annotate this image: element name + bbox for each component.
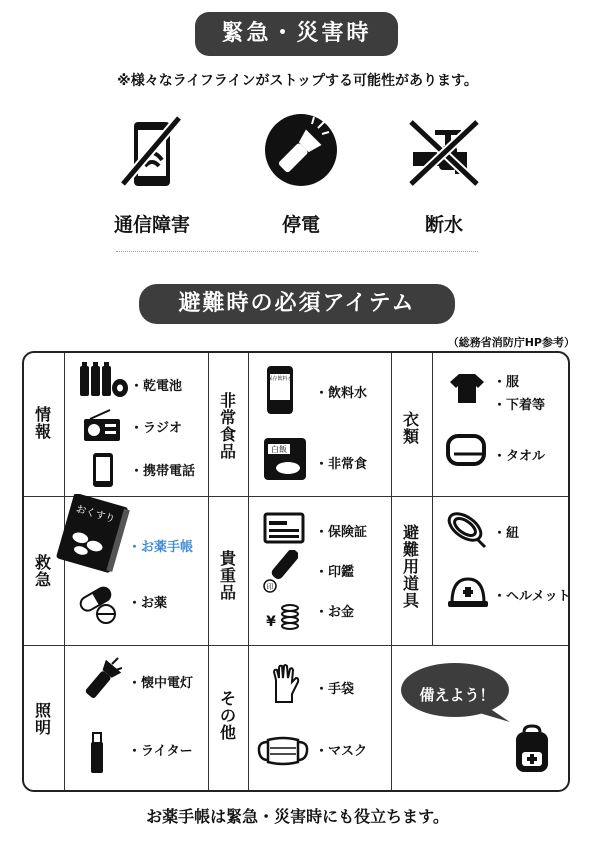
coins-money-icon: [264, 602, 300, 632]
item-gloves: ・手袋: [315, 682, 355, 697]
category-other: その他: [219, 689, 236, 742]
bubble-text: 備えよう！: [419, 686, 495, 704]
item-lighter: ・ライター: [128, 744, 193, 759]
rope-icon: [443, 507, 487, 549]
svg-text:白飯: 白飯: [271, 445, 287, 454]
item-towel: ・タオル: [493, 449, 546, 464]
category-firstaid: 救急: [34, 553, 51, 589]
item-phone: ・携帯電話: [130, 464, 196, 479]
item-medicine: ・お薬: [128, 596, 168, 611]
hazard-power-outage: [241, 108, 361, 237]
face-mask-icon: [256, 734, 310, 768]
category-clothes: 衣類: [402, 410, 419, 446]
tshirt-icon: [449, 372, 485, 404]
battery-icon: [78, 360, 130, 402]
radio-icon: [82, 409, 122, 443]
item-rope: ・紐: [493, 526, 520, 541]
item-emergency-food: ・非常食: [315, 457, 368, 472]
category-food: 非常食品: [219, 391, 236, 461]
category-tools: 避難用道具: [402, 523, 419, 610]
item-insurance: ・保険証: [315, 525, 368, 540]
item-battery: ・乾電池: [130, 379, 183, 394]
flashlight-icon: [256, 108, 346, 198]
item-medicine-notebook: ・お薬手帳: [128, 540, 194, 555]
backpack-icon: [512, 724, 552, 774]
lifeline-notice: ※様々なライフラインがストップする可能性があります。: [117, 73, 478, 89]
category-info: 情報: [34, 405, 51, 441]
hazard-communication: [92, 108, 212, 237]
svg-text:¥: ¥: [266, 614, 276, 630]
item-underwear: ・下着等: [493, 398, 546, 413]
hazard-label: 通信障害: [113, 214, 190, 236]
no-water-tap-icon: [399, 108, 489, 198]
section-title-essential-items: 避難時の必須アイテム: [139, 284, 455, 324]
category-valuables: 貴重品: [219, 549, 236, 602]
no-phone-icon: [107, 108, 197, 198]
item-money: ・お金: [315, 605, 355, 620]
helmet-icon: [446, 575, 490, 611]
section-title-emergency: 緊急・災害時: [195, 12, 398, 56]
smartphone-icon: [92, 452, 114, 488]
glove-icon: [268, 664, 300, 706]
medicine-notebook-icon: [56, 494, 136, 576]
svg-text:保存飲料水: 保存飲料水: [267, 376, 293, 382]
category-light: 照明: [34, 701, 51, 737]
flashlight-icon: [82, 656, 122, 702]
item-water: ・飲料水: [315, 386, 368, 401]
seal-stamp-icon: [262, 550, 298, 594]
item-helmet: ・ヘルメット: [493, 589, 571, 604]
divider: [116, 251, 478, 252]
item-radio: ・ラジオ: [130, 421, 183, 436]
hazard-water-outage: [384, 108, 504, 237]
water-can-icon: [265, 362, 295, 416]
lighter-icon: [88, 730, 106, 774]
footer-note: お薬手帳は緊急・災害時にも役立ちます。: [146, 807, 449, 826]
pill-icon: [76, 584, 118, 624]
item-seal: ・印鑑: [315, 565, 355, 580]
insurance-card-icon: [263, 512, 305, 544]
emergency-food-icon: [262, 436, 308, 482]
svg-text:印: 印: [266, 583, 274, 591]
item-clothes: ・服: [493, 375, 520, 390]
towel-icon: [444, 432, 488, 468]
hazard-label: 断水: [424, 214, 463, 236]
hazard-label: 停電: [281, 214, 320, 236]
source-note: （総務省消防庁HP参考）: [447, 336, 575, 349]
svg-text:おくすり: おくすり: [74, 503, 117, 526]
item-flashlight: ・懐中電灯: [128, 676, 194, 691]
item-mask: ・マスク: [315, 744, 368, 759]
